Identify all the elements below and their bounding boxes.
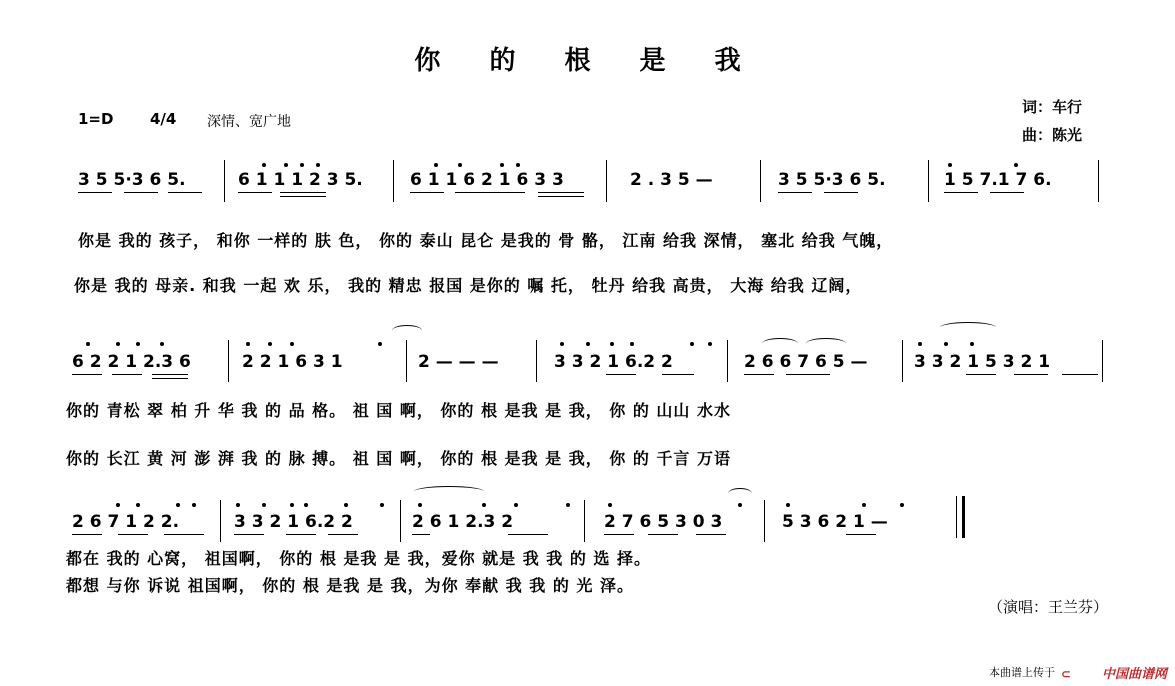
bar-line <box>220 500 221 542</box>
bar-line <box>228 340 229 382</box>
bar-line <box>536 340 537 382</box>
beam <box>238 192 272 193</box>
slur <box>762 338 798 349</box>
lyrics-verse-2: 你的 长江 黄 河 澎 湃 我 的 脉 搏。 祖 国 啊， 你的 根 是我 是 我， 你 的 千言 万语 <box>66 449 731 468</box>
octave-dot <box>630 342 634 346</box>
measure-2-3: 2 — — — <box>418 352 499 372</box>
measure-1-5: 3 5 5·3 6 5. <box>778 170 886 190</box>
octave-dot <box>316 163 320 167</box>
slur <box>806 338 846 349</box>
bar-line <box>902 340 903 382</box>
measure-2-2: 2 2 1 6 3 1 <box>242 352 343 372</box>
beam <box>328 534 358 535</box>
beam <box>966 374 996 375</box>
bar-line <box>400 500 401 542</box>
beam <box>990 192 1024 193</box>
slur <box>940 322 996 333</box>
beam <box>696 534 726 535</box>
octave-dot <box>300 163 304 167</box>
octave-dot <box>378 342 382 346</box>
octave-dot <box>944 342 948 346</box>
octave-dot <box>116 503 120 507</box>
beam <box>944 192 978 193</box>
measure-3-1: 2 6 7 1 2 2. <box>72 512 180 532</box>
beam <box>164 534 204 535</box>
measure-1-4: 2 . 3 5 — <box>630 170 713 190</box>
octave-dot <box>262 163 266 167</box>
beam <box>280 192 326 193</box>
octave-dot <box>380 503 384 507</box>
bar-line <box>727 340 728 382</box>
octave-dot <box>192 503 196 507</box>
beam <box>152 374 188 375</box>
measure-2-6: 3 3 2 1 5 3 2 1 <box>914 352 1051 372</box>
beam <box>455 192 525 193</box>
bar-line <box>393 160 394 202</box>
beam <box>72 534 102 535</box>
lyrics-verse-1: 都在 我的 心窝， 祖国啊， 你的 根 是我 是 我，爱你 就是 我 我 的 选 择。 <box>66 549 651 568</box>
slur <box>414 486 484 497</box>
octave-dot <box>344 503 348 507</box>
octave-dot <box>482 503 486 507</box>
bar-line <box>224 160 225 202</box>
lyrics-verse-2: 你是 我的 母亲. 和我 一起 欢 乐， 我的 精忠 报国 是你的 嘱 托， 牡丹 给我 高贵， 大海 给我 辽阔， <box>74 276 863 295</box>
beam <box>234 534 264 535</box>
octave-dot <box>708 342 712 346</box>
octave-dot <box>738 503 742 507</box>
measure-1-1: 3 5 5·3 6 5. <box>78 170 186 190</box>
measure-1-2: 6 1 1 1 2 3 5. <box>238 170 363 190</box>
slur <box>392 325 422 336</box>
beam <box>662 374 694 375</box>
measure-3-2: 3 3 2 1 6.2 2 <box>234 512 353 532</box>
octave-dot <box>136 503 140 507</box>
beam <box>538 192 584 193</box>
octave-dot <box>176 503 180 507</box>
beam <box>846 534 876 535</box>
beam <box>410 192 444 193</box>
beam <box>1062 374 1098 375</box>
lyrics-verse-1: 你的 青松 翠 柏 升 华 我 的 品 格。 祖 国 啊， 你的 根 是我 是 我， 你 的 山山 水水 <box>66 401 731 420</box>
beam <box>112 374 142 375</box>
beam <box>286 534 316 535</box>
measure-3-5: 5 3 6 2 1 — <box>782 512 888 532</box>
octave-dot <box>434 163 438 167</box>
time-signature: 4/4 <box>150 110 177 128</box>
final-bar-line <box>962 496 965 538</box>
octave-dot <box>418 503 422 507</box>
measure-1-3: 6 1 1 6 2 1 6 3 3 <box>410 170 564 190</box>
site-logo-icon: ⊂ <box>1060 667 1071 681</box>
measure-2-1: 6 2 2 1 2.3 6 <box>72 352 191 372</box>
octave-dot <box>116 342 120 346</box>
bar-line <box>760 160 761 202</box>
lyrics-verse-1: 你是 我的 孩子， 和你 一样的 肤 色， 你的 泰山 昆仑 是我的 骨 骼， 江南 给我 深情， 塞北 给我 气魄， <box>78 231 894 250</box>
beam <box>280 196 326 197</box>
octave-dot <box>1014 163 1018 167</box>
octave-dot <box>160 342 164 346</box>
bar-line <box>606 160 607 202</box>
song-title: 你 的 根 是 我 <box>414 46 761 76</box>
beam <box>118 534 148 535</box>
beam <box>1014 374 1048 375</box>
octave-dot <box>500 163 504 167</box>
beam <box>124 192 158 193</box>
bar-line <box>764 500 765 542</box>
octave-dot <box>268 342 272 346</box>
octave-dot <box>284 163 288 167</box>
octave-dot <box>900 503 904 507</box>
composer: 曲：陈光 <box>1022 126 1083 144</box>
beam <box>168 192 202 193</box>
octave-dot <box>516 163 520 167</box>
bar-line <box>1102 340 1103 382</box>
measure-3-3: 2 6 1 2.3 2 <box>412 512 514 532</box>
octave-dot <box>786 503 790 507</box>
measure-2-4: 3 3 2 1 6.2 2 <box>554 352 673 372</box>
expression-mark: 深情、宽广地 <box>207 114 291 130</box>
bar-line <box>584 500 585 542</box>
beam <box>78 192 112 193</box>
octave-dot <box>136 342 140 346</box>
singer-credit: （演唱：王兰芬） <box>988 598 1109 616</box>
fermata <box>728 488 752 499</box>
octave-dot <box>262 503 266 507</box>
octave-dot <box>608 503 612 507</box>
octave-dot <box>236 503 240 507</box>
measure-2-5: 2 6 6 7 6 5 — <box>744 352 868 372</box>
bar-line <box>928 160 929 202</box>
octave-dot <box>948 163 952 167</box>
upload-note: 本曲谱上传于 <box>989 666 1055 679</box>
lyrics-verse-2: 都想 与你 诉说 祖国啊， 你的 根 是我 是 我，为你 奉献 我 我 的 光 泽。 <box>66 576 634 595</box>
beam <box>538 196 584 197</box>
beam <box>606 374 636 375</box>
octave-dot <box>586 342 590 346</box>
octave-dot <box>862 503 866 507</box>
octave-dot <box>970 342 974 346</box>
measure-3-4: 2 7 6 5 3 0 3 <box>604 512 723 532</box>
final-bar-line <box>956 496 957 538</box>
beam <box>786 374 830 375</box>
octave-dot <box>560 342 564 346</box>
octave-dot <box>514 503 518 507</box>
octave-dot <box>690 342 694 346</box>
octave-dot <box>458 163 462 167</box>
beam <box>152 378 188 379</box>
beam <box>744 374 774 375</box>
octave-dot <box>918 342 922 346</box>
measure-1-6: 1 5 7.1 7 6. <box>944 170 1052 190</box>
beam <box>72 374 102 375</box>
site-logo[interactable]: 中国曲谱网 <box>1101 667 1167 682</box>
beam <box>648 534 678 535</box>
octave-dot <box>566 503 570 507</box>
bar-line <box>1098 160 1099 202</box>
beam <box>412 534 430 535</box>
lyricist: 词：车行 <box>1022 98 1083 116</box>
octave-dot <box>86 342 90 346</box>
beam <box>508 534 548 535</box>
beam <box>824 192 858 193</box>
octave-dot <box>290 503 294 507</box>
octave-dot <box>610 342 614 346</box>
octave-dot <box>246 342 250 346</box>
bar-line <box>406 340 407 382</box>
beam <box>604 534 634 535</box>
octave-dot <box>290 342 294 346</box>
beam <box>778 192 812 193</box>
octave-dot <box>304 503 308 507</box>
key-signature: 1=D <box>78 110 114 128</box>
